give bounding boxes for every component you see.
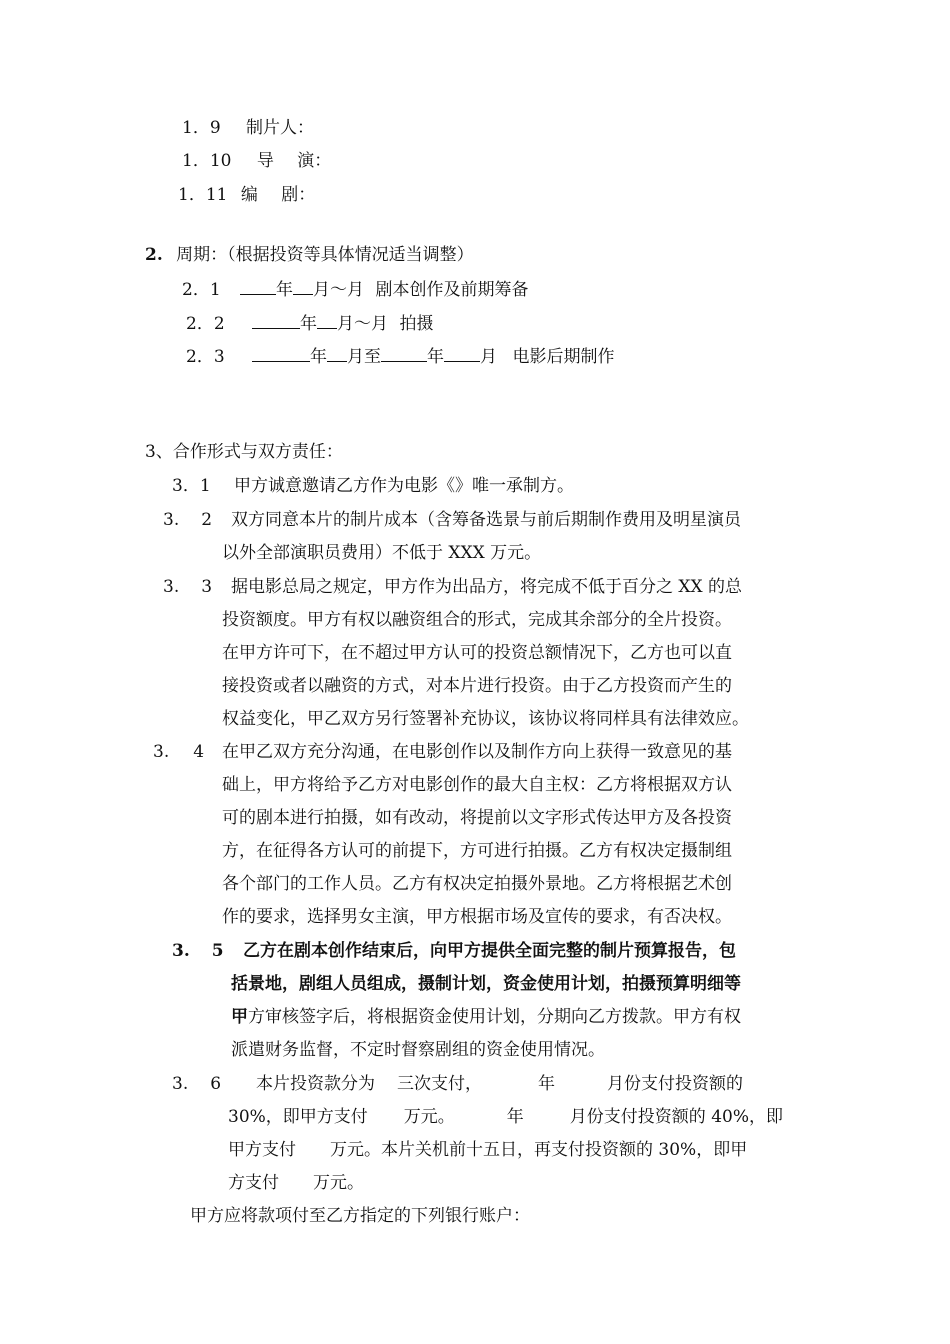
blank-field	[444, 345, 480, 362]
item-number: 2．3	[186, 347, 225, 367]
blank-field	[381, 345, 427, 362]
item-number: 4	[193, 742, 205, 762]
item-label: 剧：	[281, 185, 316, 205]
blank-field	[240, 278, 276, 295]
bold-text: 甲	[231, 1007, 248, 1027]
section-2-heading	[145, 244, 474, 266]
item-number: 3.	[153, 742, 170, 762]
item-3-6-line	[228, 1172, 364, 1194]
item-3-5-line	[231, 1006, 741, 1028]
item-2-3	[186, 345, 614, 368]
item-label: 编	[240, 185, 258, 205]
year-label: 年	[538, 1074, 555, 1094]
item-3-5-line: 括景地，剧组人员组成，摄制计划，资金使用计划，拍摄预算明细等	[231, 974, 741, 994]
month-label: 月～月	[337, 314, 389, 334]
item-text: 万元。	[403, 1107, 455, 1127]
item-text: 方审核签字后，将根据资金使用计划，分期向乙方拨款。甲方有权	[248, 1007, 741, 1027]
item-3-4-line: 方，在征得各方认可的前提下，方可进行拍摄。乙方有权决定摄制组	[222, 841, 732, 861]
item-text: 万元。本片关机前十五日，再支付投资额的 30%，即甲	[330, 1140, 748, 1160]
item-3-3-line: 在甲方许可下，在不超过甲方认可的投资总额情况下，乙方也可以直	[222, 643, 732, 663]
item-3-5-number	[172, 940, 224, 962]
bank-account-note: 甲方应将款项付至乙方指定的下列银行账户：	[190, 1206, 530, 1226]
item-number: 3.	[163, 577, 180, 597]
item-3-4-line: 可的剧本进行拍摄，如有改动，将提前以文字形式传达甲方及各投资	[222, 808, 732, 828]
year-label: 年	[427, 347, 445, 367]
item-text: 万元。	[313, 1173, 364, 1193]
item-number: 2．2	[186, 314, 225, 334]
item-number: 5	[211, 941, 224, 961]
item-number: 3．1	[172, 476, 211, 496]
item-1-9	[182, 117, 314, 139]
year-label: 年	[506, 1107, 524, 1127]
item-number: 3.	[163, 510, 180, 530]
item-2-2	[186, 312, 433, 335]
item-text: 甲方诚意邀请乙方作为电影《》唯一承制方。	[234, 476, 575, 496]
item-1-11	[178, 184, 315, 206]
item-number: 1．10	[182, 151, 232, 171]
item-3-3-number	[163, 576, 212, 598]
item-3-1	[172, 475, 574, 497]
item-3-4-line: 各个部门的工作人员。乙方有权决定拍摄外景地。乙方将根据艺术创	[222, 874, 732, 894]
item-number: 3.	[172, 941, 190, 961]
item-3-5-line: 派遣财务监督，不定时督察剧组的资金使用情况。	[231, 1040, 605, 1060]
item-3-2-line: 双方同意本片的制片成本（含筹备选景与前后期制作费用及明星演员	[231, 510, 741, 530]
item-3-4-line: 在甲乙双方充分沟通，在电影创作以及制作方向上获得一致意见的基	[222, 742, 732, 762]
item-number: 1．11	[178, 185, 228, 205]
item-3-2-number	[163, 509, 212, 531]
item-text: 剧本创作及前期筹备	[375, 280, 529, 300]
item-text: 方支付	[228, 1173, 279, 1193]
item-label: 演：	[297, 151, 332, 171]
blank-field	[327, 345, 347, 362]
item-number: 2	[201, 510, 213, 530]
item-number: 2．1	[182, 280, 221, 300]
month-label: 月	[480, 347, 498, 367]
item-3-6-line	[256, 1073, 743, 1095]
item-3-5-line: 乙方在剧本创作结束后，向甲方提供全面完整的制片预算报告，包	[243, 941, 736, 961]
item-text: 拍摄	[399, 314, 434, 334]
item-label: 制片人：	[246, 118, 315, 138]
item-3-6-line	[228, 1106, 783, 1128]
item-number: 6	[210, 1074, 222, 1094]
item-label: 导	[256, 151, 274, 171]
item-2-1	[182, 278, 528, 301]
item-3-4-number	[153, 741, 204, 763]
month-label: 月至	[347, 347, 382, 367]
item-number: 3	[201, 577, 213, 597]
item-number: 3.	[172, 1074, 189, 1094]
item-text: 本片投资款分为	[256, 1074, 375, 1094]
item-text: 月份支付投资额的	[607, 1074, 743, 1094]
item-3-3-line: 接投资或者以融资的方式，对本片进行投资。由于乙方投资而产生的	[222, 676, 732, 696]
item-3-6-line	[228, 1139, 747, 1161]
item-text: 甲方支付	[228, 1140, 296, 1160]
section-number: 2.	[145, 245, 163, 265]
item-3-2-line: 以外全部演职员费用）不低于 XXX 万元。	[222, 543, 542, 563]
section-title: 周期：（根据投资等具体情况适当调整）	[176, 245, 474, 265]
item-text: 月份支付投资额的 40%，即	[569, 1107, 783, 1127]
item-3-4-line: 础上，甲方将给予乙方对电影创作的最大自主权：乙方将根据双方认	[222, 775, 732, 795]
item-3-6-number	[172, 1073, 221, 1095]
blank-field	[293, 278, 313, 295]
item-number: 1．9	[182, 118, 221, 138]
item-3-3-line: 投资额度。甲方有权以融资组合的形式，完成其余部分的全片投资。	[222, 610, 732, 630]
year-label: 年	[276, 280, 294, 300]
item-1-10	[182, 150, 331, 172]
month-label: 月～月	[313, 280, 365, 300]
item-text: 三次支付，	[397, 1074, 482, 1094]
year-label: 年	[300, 314, 318, 334]
blank-field	[252, 345, 310, 362]
blank-field	[252, 312, 300, 329]
item-3-3-line: 据电影总局之规定，甲方作为出品方，将完成不低于百分之 XX 的总	[231, 577, 743, 597]
item-3-4-line: 作的要求，选择男女主演，甲方根据市场及宣传的要求，有否决权。	[222, 907, 732, 927]
year-label: 年	[310, 347, 328, 367]
item-3-3-line: 权益变化，甲乙双方另行签署补充协议，该协议将同样具有法律效应。	[222, 709, 749, 729]
section-3-heading: 3、合作形式与双方责任：	[145, 442, 343, 462]
item-text: 30%，即甲方支付	[228, 1107, 368, 1127]
blank-field	[317, 312, 337, 329]
item-text: 电影后期制作	[512, 347, 615, 367]
